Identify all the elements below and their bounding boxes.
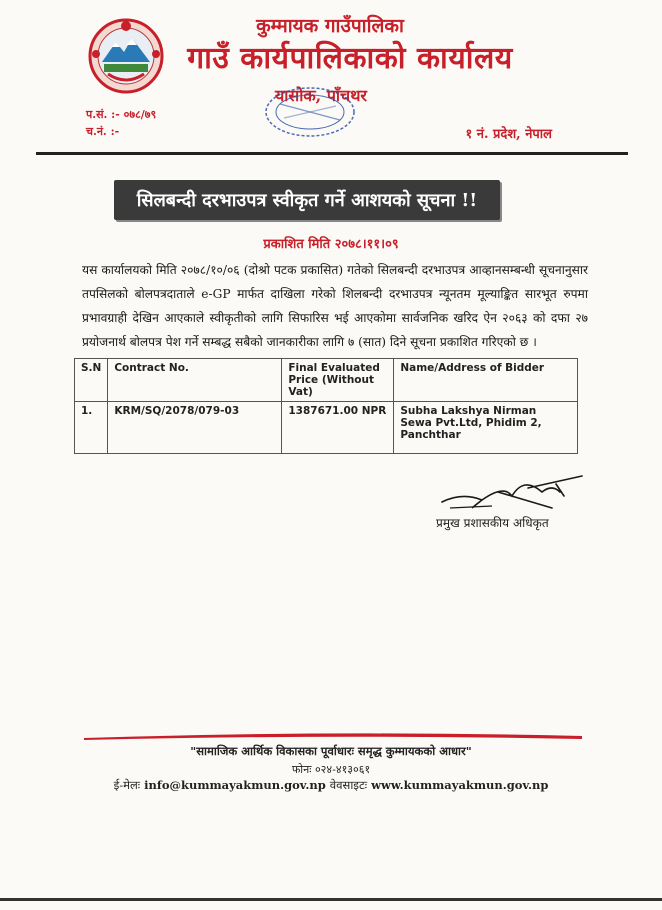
email-label: ई-मेलः [113,778,141,792]
notice-title-banner [114,180,500,220]
ref-number: प.सं. :- ०७८/७९ [86,108,157,121]
page-bottom-edge [0,898,662,901]
header-contract-no: Contract No. [108,359,282,402]
dispatch-number: च.नं. :- [86,125,120,138]
header-price: Final Evaluated Price (Without Vat) [282,359,394,402]
cell-sn: 1. [75,402,108,454]
footer-motto: "सामाजिक आर्थिक विकासका पूर्वाधारः समृद्ध कुम्मायकको आधार" [190,744,472,758]
office-name: गाउँ कार्यपालिकाको कार्यालय [187,41,513,76]
footer-contact [0,778,662,793]
nepal-emblem-icon [82,14,170,94]
cell-contract-no: KRM/SQ/2078/079-03 [108,402,282,454]
table-row [75,402,578,454]
notice-body: यस कार्यालयको मिति २०७८/१०/०६ (दोश्रो पटक प्रकासित) गतेको सिलबन्दी दरभाउपत्र आव्हानसम्बन्धी सूचनानुसार तपसिलको बोलपत्रदाताले e-GP मार्फत दाखिला गरेको शिलबन्दी दरभाउपत्र न्यूनतम मूल्याङ्कित सारभूत रुपमा प्रभावग्राही देखिन आएकाले स्वीकृतीको लागि सिफारिस भई आएकोमा सार्वजनिक खरिद ऐन २०६३ को दफा २७ प्रयोजनार्थ बोलपत्र पेश गर्ने सम्बद्ध सबैको जानकारीका लागि ७ (सात) दिने सूचना प्रकाशित गरिएको छ । [82,263,588,349]
province-label: १ नं. प्रदेश, नेपाल [465,127,552,142]
signature-icon [432,462,592,518]
cell-price: 1387671.00 NPR [282,402,394,454]
email-link[interactable]: info@kummayakmun.gov.np [144,778,326,792]
header-divider [36,152,628,155]
published-date: प्रकाशित मिति २०७८।११।०९ [263,237,399,252]
notice-title: सिलबन्दी दरभाउपत्र स्वीकृत गर्ने आशयको सूचना !! [136,190,478,211]
header-bidder: Name/Address of Bidder [394,359,578,402]
office-stamp-icon [262,84,358,140]
reference-numbers [86,106,156,140]
footer-swoosh [84,732,582,740]
signatory-title: प्रमुख प्रशासकीय अधिकृत [436,516,549,530]
website-label: वेवसाइटः [329,778,368,792]
header-sn: S.N [75,359,108,402]
bid-table [74,358,578,454]
municipality-name: कुम्मायक गाउँपालिका [256,15,404,37]
footer-phone: फोनः ०२४-४१३०६१ [291,763,371,776]
website-link[interactable]: www.kummayakmun.gov.np [371,778,549,792]
table-header-row [75,359,578,402]
office-location: यासोक, पाँचथर [275,86,367,105]
cell-bidder: Subha Lakshya Nirman Sewa Pvt.Ltd, Phidim 2, Panchthar [394,402,578,454]
